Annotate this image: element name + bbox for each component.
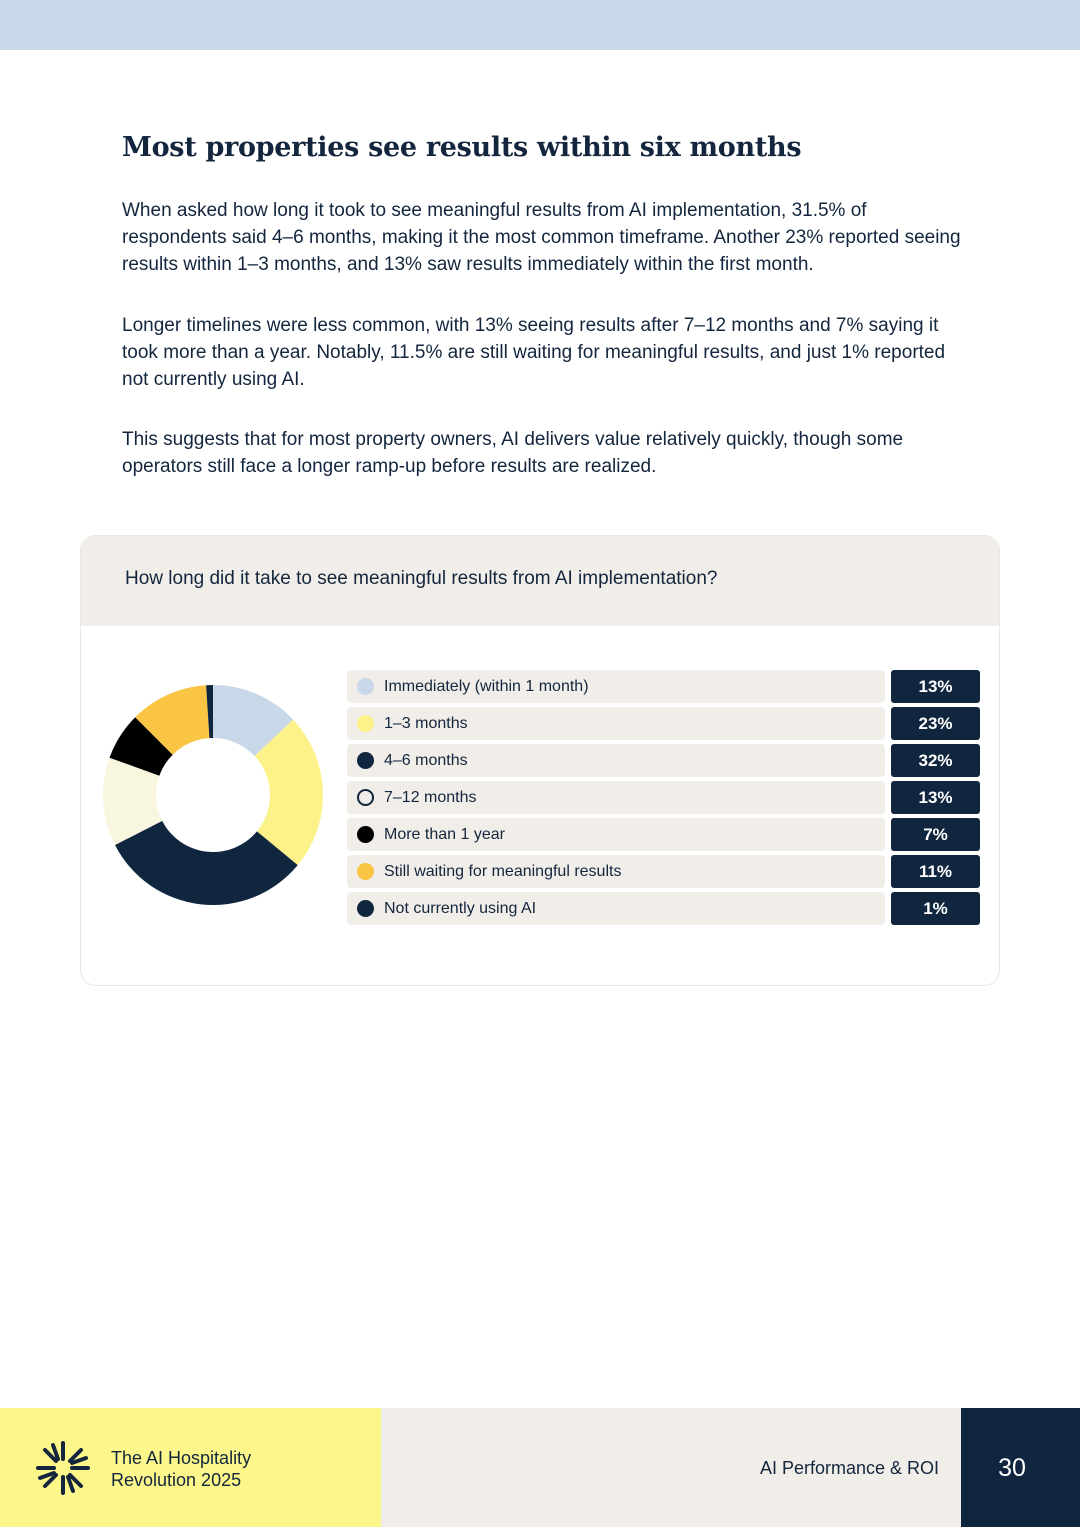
footer-brand-panel (0, 1408, 381, 1527)
body-paragraph-3: This suggests that for most property owners, AI delivers value relatively quickly, though some operators still face a longer ramp-up before results are realized. (122, 429, 904, 477)
legend-swatch (357, 789, 374, 806)
page-footer (0, 1408, 1080, 1527)
page-number: 30 (998, 1454, 1026, 1482)
legend-row (347, 670, 981, 703)
legend-row-track (347, 855, 885, 888)
legend-swatch (357, 863, 374, 880)
footer-section-name: AI Performance & ROI (759, 1458, 939, 1478)
data-label: 32% (891, 744, 980, 777)
data-label: 1% (891, 892, 980, 925)
chart-legend (347, 670, 981, 929)
footer-brand-line-2: Revolution 2025 (111, 1470, 242, 1490)
legend-label: 7–12 months (384, 789, 477, 806)
legend-label: 1–3 months (384, 715, 468, 732)
legend-row (347, 744, 981, 777)
legend-row-track (347, 670, 885, 703)
footer-brand-line-1: The AI Hospitality (111, 1448, 252, 1468)
legend-label: Immediately (within 1 month) (384, 678, 589, 695)
legend-label: 4–6 months (384, 752, 468, 769)
legend-swatch (357, 752, 374, 769)
legend-swatch (357, 900, 374, 917)
legend-swatch (357, 715, 374, 732)
legend-row-track (347, 818, 885, 851)
legend-row (347, 855, 981, 888)
sunburst-logo-icon (34, 1439, 92, 1497)
donut-chart (101, 683, 325, 907)
chart-card (80, 535, 1000, 986)
legend-swatch (357, 678, 374, 695)
chart-title: How long did it take to see meaningful results from AI implementation? (125, 568, 718, 589)
legend-row (347, 781, 981, 814)
page-number-box (961, 1408, 1080, 1527)
top-band (0, 0, 1080, 50)
footer-brand-title (111, 1447, 251, 1491)
page-title: Most properties see results within six months (122, 132, 802, 163)
data-label: 13% (891, 781, 980, 814)
legend-label: More than 1 year (384, 826, 505, 843)
legend-row (347, 818, 981, 851)
body-paragraph-2: Longer timelines were less common, with 13% seeing results after 7–12 months and 7% saying it took more than a year. Notably, 11.5% are still waiting for meaningful results, and just 1% reported not currently using AI. (122, 315, 946, 390)
legend-row (347, 707, 981, 740)
legend-label: Not currently using AI (384, 900, 537, 917)
body-paragraph-1: When asked how long it took to see meaningful results from AI implementation, 31.5% of respondents said 4–6 months, making it the most common timeframe. Another 23% reported seeing results within 1–3 months, and 13% saw results immediately within the first month. (122, 200, 961, 275)
chart-card-header (81, 536, 999, 626)
legend-swatch (357, 826, 374, 843)
data-label: 7% (891, 818, 980, 851)
legend-row (347, 892, 981, 925)
data-label: 11% (891, 855, 980, 888)
legend-row-track (347, 892, 885, 925)
data-label: 23% (891, 707, 980, 740)
legend-row-track (347, 744, 885, 777)
legend-row-track (347, 781, 885, 814)
legend-row-track (347, 707, 885, 740)
legend-label: Still waiting for meaningful results (384, 863, 622, 880)
data-label: 13% (891, 670, 980, 703)
